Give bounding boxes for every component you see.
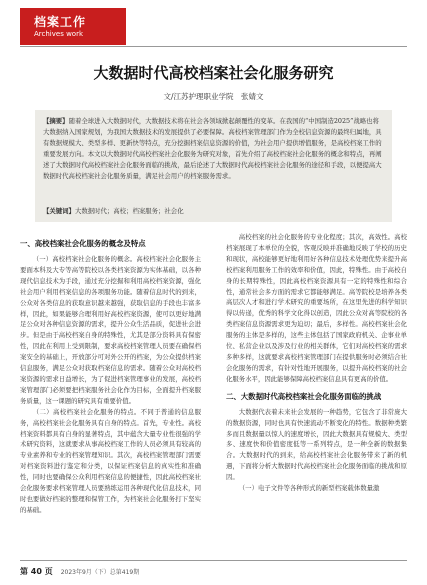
paragraph: （二）高校档案社会化服务的特点。不同于普通的信息服务，高校档案社会化服务具有自身的特点。首先，专业性。高校档案资料都具有自身的显著特点，其中蕴含大量专业性很强的学术研究资料，这就要求从事高校档案工作的人员必须具有较高的专业素养和专业的档案管理知识。其次，高校档案管理部门需要对档案资料进行鉴定和分类，以保证档案信息的真实性和准确性，同时也要确保公众利用档案信息的便捷性，因此高校档案社会化服务要求档案管理人员要熟练运用各种现代化信息技术，同时也要做好档案的整理和保管工作，为档案社会化服务打下坚实的基础。 [20,407,201,514]
section-title-en: Archives work [34,30,84,38]
right-column [226,232,407,494]
section-heading-1: 一、高校档案社会化服务的概念及特点 [20,239,146,248]
section-header [20,8,126,45]
article-author: 文/江苏护理职业学院 张婧文 [163,92,264,101]
paragraph: （一）高校档案社会化服务的概念。高校档案社会化服务主要面本科及大专等高等院校以各类档案资源为实体基础，以各种现代信息技术为手段，通过充分挖掘和利用高校档案资源，强化社会用户利用档案信息的各项服务功能。随着信息时代的到来，公众对各类信息的获取意识越来越强，获取信息的手段也丰富多样，因此，如果能够合理利用好高校档案资源，使可以更好地满足公众对各种信息资源的需求，提升公众生活品质，促进社会进步。但是由于高校档案自身的特殊性，尤其是部分资料具有保密性，因此在利用上受到限制，要求高校档案管理人员要在确保档案安全的基础上，开放部分可对外公开的档案，为公众提供档案信息服务，满足公众对获取档案信息的需求。随着公众对高校档案资源的需求日益增长，为了促进档案管理事业的发展，高校档案管理部门必须要把档案服务社会化作为目标，全面提升档案服务质量，这一课题的研究具有重要价值。 [20,255,201,405]
paragraph: 大数据代表着未来社会发展的一种趋势，它包含了非常庞大的数据资源，同时也具有快速流动不断变化的特性。数据种类繁多而且数据量以惊人的速度增长，因此大数据具有规模大、类型多、速度快和价值密度低等一系列特点，是一种全新的数据集合。大数据时代的到来，给高校档案社会化服务带来了新的机遇，下面将分析大数据时代高校档案社会化服务面临的挑战和原因。 [226,407,407,482]
left-column [20,232,201,516]
abstract-label: 【摘要】 [43,117,69,125]
footer-rule [20,560,407,561]
header-rule [20,46,407,47]
article-title: 大数据时代高校档案社会化服务研究 [93,64,334,82]
paragraph: 高校档案的社会化服务的专业化程度；其次，高效性。高校档案展现了本单位的全貌，客观反映并准确地反映了学校的历史和现状，高校能够更好地利用好各种信息技术处理优势来提升高校档案利用服务工作的效率和价值，因此，特殊性。由于高校自身的长期特殊性，因此高校档案资源具有一定的特殊性和综合性，通常社会多方面的需求它都能够满足。高等院校是培养各类高层次人才和进行学术研究的重要场所，在这里先进的科学知识得以传递，优秀的科学文化得以创造，因此公众对高等院校的各类档案信息资源需求更为迫切；最后，多样性。高校档案社会化服务的主体是多样的，这些主体包括了国家政府机关、企事业单位、私营企业以及涉及行业的相关群体，它们对高校档案的需求多种多样，这就要求高校档案管理部门在提供服务时必须结合社会化服务的需求，有针对性地开展服务，以提升高校档案的社会化服务水平，因此能够保障高校档案信息具有更高的价值。 [226,233,407,383]
keywords-label: 【关键词】 [43,207,75,215]
issue-info: 2023年9月（下）总第419期 [60,569,140,576]
abstract-body: 随着全球进入大数据时代，大数据技术将在社会各领域掀起颠覆性的变革。在我国的“中国制造2025”战略也将大数据纳入国家规划，为我国大数据技术的发展提供了必要保障。高校档案管理部门作为全校信息资源的最终归属地，具有数据规模大、类型多样、更新快等特点，充分挖掘档案信息资源的价值，为社会用户提供增值服务，是高校档案工作的重要发展方向。本文以大数据时代高校档案社会化服务为研究对象，首先介绍了高校档案社会化服务的概念和特点，再阐述了大数据时代高校档案社会化服务面临的挑战，最后论述了大数据时代高校档案社会化服务的途径和手段，以便提高大数据时代高校档案社会化服务质量，满足社会用户的档案服务需求。 [43,117,382,180]
keywords-line [43,206,384,215]
keywords-text: 大数据时代；高校；档案服务；社会化 [74,207,184,215]
abstract-box [35,110,392,222]
abstract-text [43,116,384,181]
section-title-zh: 档案工作 [34,15,87,29]
page-footer [20,566,139,577]
header-accent-bar [20,8,27,45]
page-number: 第 40 页 [20,567,53,576]
section-heading-2: 二、大数据时代高校档案社会化服务面临的挑战 [226,391,382,401]
paragraph: （一）电子文件等各种形式的新型档案载体数量激 [238,484,380,493]
